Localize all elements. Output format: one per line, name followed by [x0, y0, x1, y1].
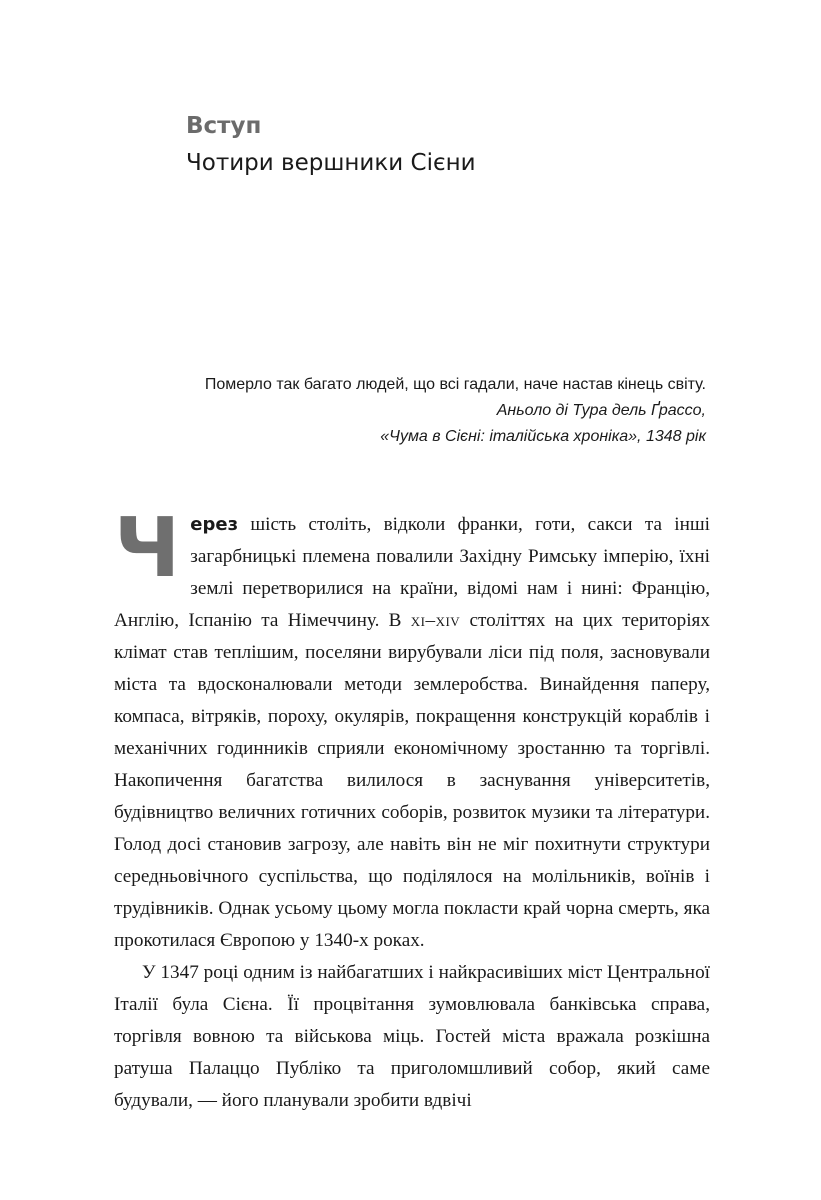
body-text	[114, 501, 710, 1117]
epigraph-quote: Померло так багато людей, що всі гадали, наче настав кінець світу.	[204, 376, 706, 393]
drop-cap: Ч	[114, 501, 181, 596]
chapter-title: Чотири вершники Сієни	[186, 150, 476, 176]
lead-word: ерез	[190, 514, 239, 535]
paragraph-1	[114, 501, 710, 957]
epigraph-source: «Чума в Сієні: італійська хроніка», 1348 рік	[380, 428, 706, 445]
epigraph-author: Аньоло ді Тура дель Ґрассо,	[496, 402, 706, 419]
paragraph-1-text-a: шість століть, відколи франки, готи, сакси та інші загарбницькі племена повалили Західну Римську імперію, їхні землі перетворилися на країни, відомі нам і нині: Францію, Англію, Іспанію та Німеччину. В	[114, 514, 710, 631]
epigraph	[186, 372, 706, 450]
paragraph-2: У 1347 році одним із найбагатших і найкрасивіших міст Центральної Італії була Сієна. Її процвітання зумовлювала банківська справа, торгівля вовною та військова міць. Гостей міста вражала розкішна ратуша Палаццо Публіко та приголомшливий собор, який саме будували, — його планували зробити вдвічі	[114, 962, 710, 1111]
century-range: xi–xiv	[410, 610, 461, 631]
paragraph-1-text-b: століттях на цих територіях клімат став теплішим, поселяни вирубували ліси під поля, засновували міста та вдосконалювали методи землеробства. Винайдення паперу, компаса, вітряків, пороху, окулярів, покращення конструкцій кораблів і механічних годинників сприяли економічному зростанню та торгівлі. Накопичення багатства вилилося в заснування університетів, будівництво величних готичних соборів, розвиток музики та літератури. Голод досі становив загрозу, але навіть він не міг похитнути структури середньовічного суспільства, що поділялося на молільників, воїнів і трудівників. Однак усьому цьому могла покласти край чорна смерть, яка прокотилася Європою у 1340-х роках.	[114, 610, 710, 951]
chapter-label: Вступ	[186, 113, 262, 139]
